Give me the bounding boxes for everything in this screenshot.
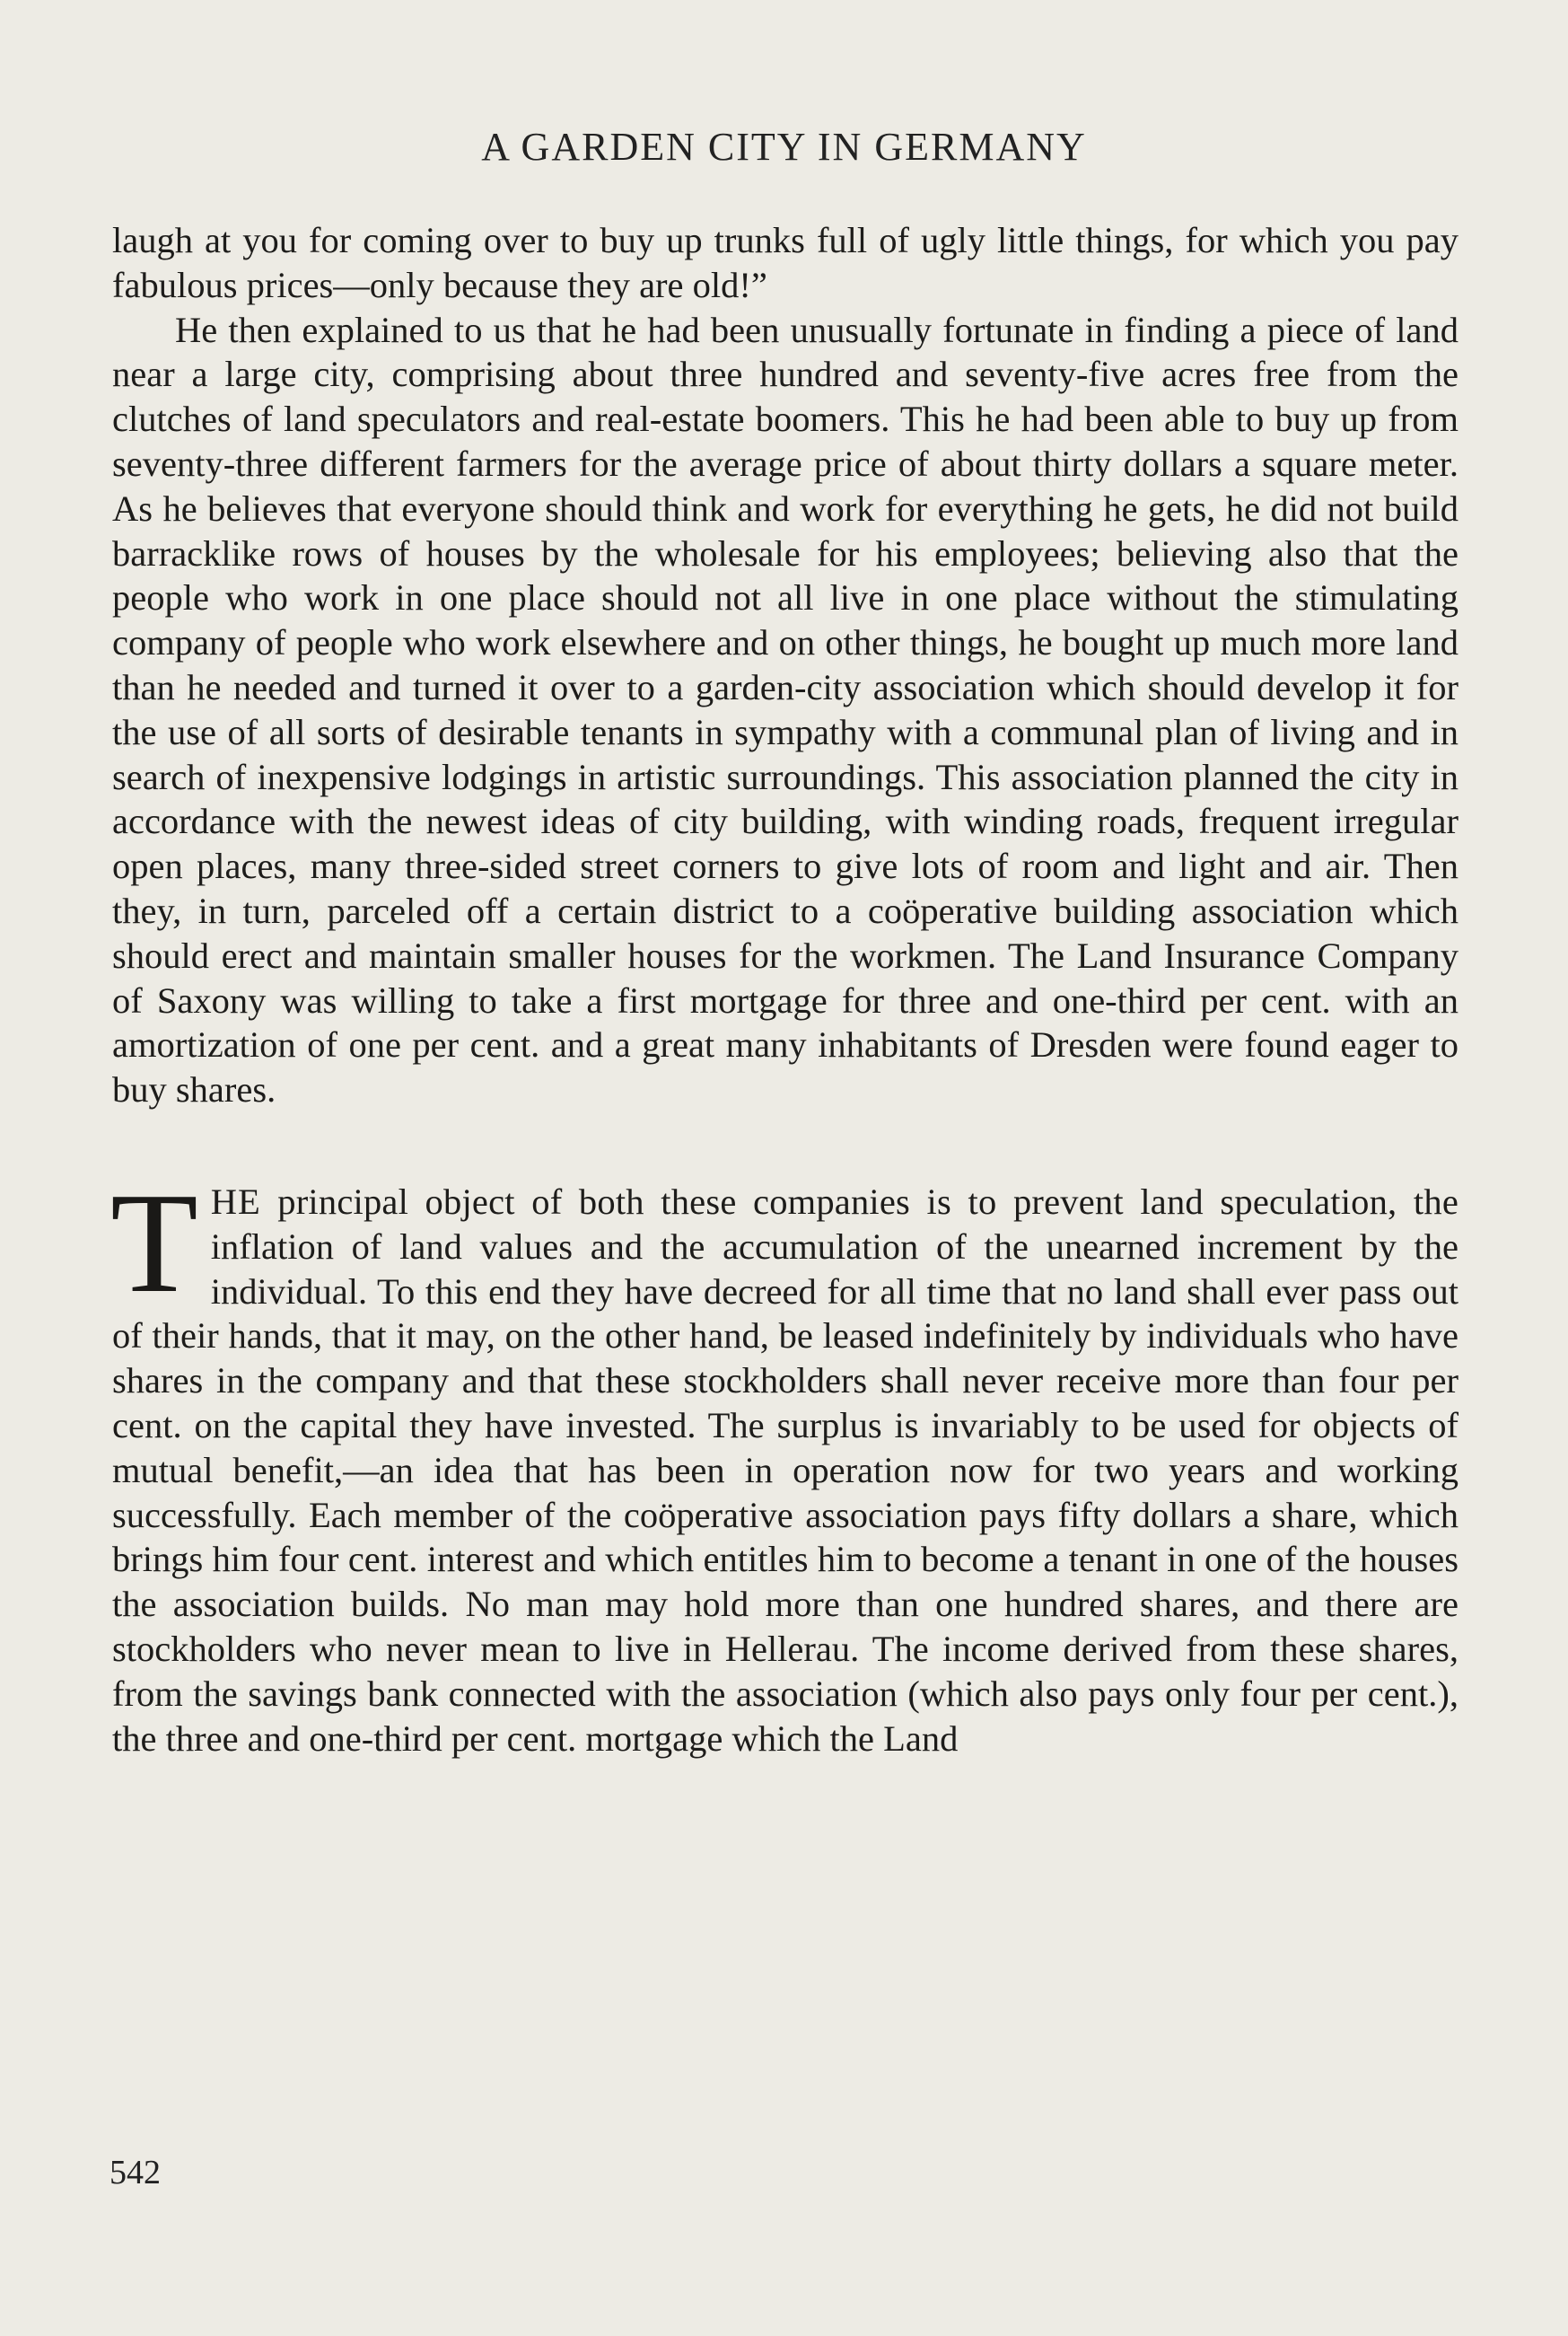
lead-in: HE [210, 1181, 261, 1222]
paragraph-continuation: laugh at you for coming over to buy up trunks full of ugly little things, for which you pay fabulous prices—only because they are old!” [112, 220, 1459, 305]
paragraph-companies-object [110, 1162, 1459, 1761]
body-text [112, 218, 1459, 1761]
paragraph-text: principal object of both these companies is to prevent land speculation, the inflation of land values and the accumulation of the unearned increment by the individual. To this end they have decreed for all time that no land shall ever pass out of their hands, that it may, on the other hand, be leased indefinitely by individuals who have shares in the company and that these stockholders shall never receive more than four per cent. on the capital they have invested. The surplus is invariably to be used for objects of mutual benefit,—an idea that has been in operation now for two years and working successfully. Each member of the coöperative association pays fifty dollars a share, which brings him four cent. interest and which entitles him to become a tenant in one of the houses the association builds. No man may hold more than one hundred shares, and there are stockholders who never mean to live in Hellerau. The income derived from these shares, from the savings bank connected with the association (which also pays only four per cent.), the three and one-third per cent. mortgage which the Land [112, 1181, 1459, 1759]
page-number: 542 [109, 2154, 161, 2191]
drop-cap: T [110, 1162, 198, 1322]
paragraph-land-purchase: He then explained to us that he had been unusually fortunate in finding a piece of land near a large city, comprising about three hundred and seventy-five acres free from the clutches of land speculators and real-estate boomers. This he had been able to buy up from seventy-three different farmers for the average price of about thirty dollars a square meter. As he believes that everyone should think and work for everything he gets, he did not build barracklike rows of houses by the wholesale for his employees; believing also that the people who work in one place should not all live in one place without the stimulating company of people who work elsewhere and on other things, he bought up much more land than he needed and turned it over to a garden-city association which should develop it for the use of all sorts of desirable tenants in sympathy with a communal plan of living and in search of inexpensive lodgings in artistic surroundings. This association planned the city in accordance with the newest ideas of city building, with winding roads, frequent irregular open places, many three-sided street corners to give lots of room and light and air. Then they, in turn, parceled off a certain district to a coöperative building association which should erect and maintain smaller houses for the workmen. The Land Insurance Company of Saxony was willing to take a first mortgage for three and one-third per cent. with an amortization of one per cent. and a great many inhabitants of Dresden were found eager to buy shares. [112, 309, 1459, 1111]
section-break [112, 1112, 1459, 1180]
running-head: A GARDEN CITY IN GERMANY [481, 125, 1087, 169]
